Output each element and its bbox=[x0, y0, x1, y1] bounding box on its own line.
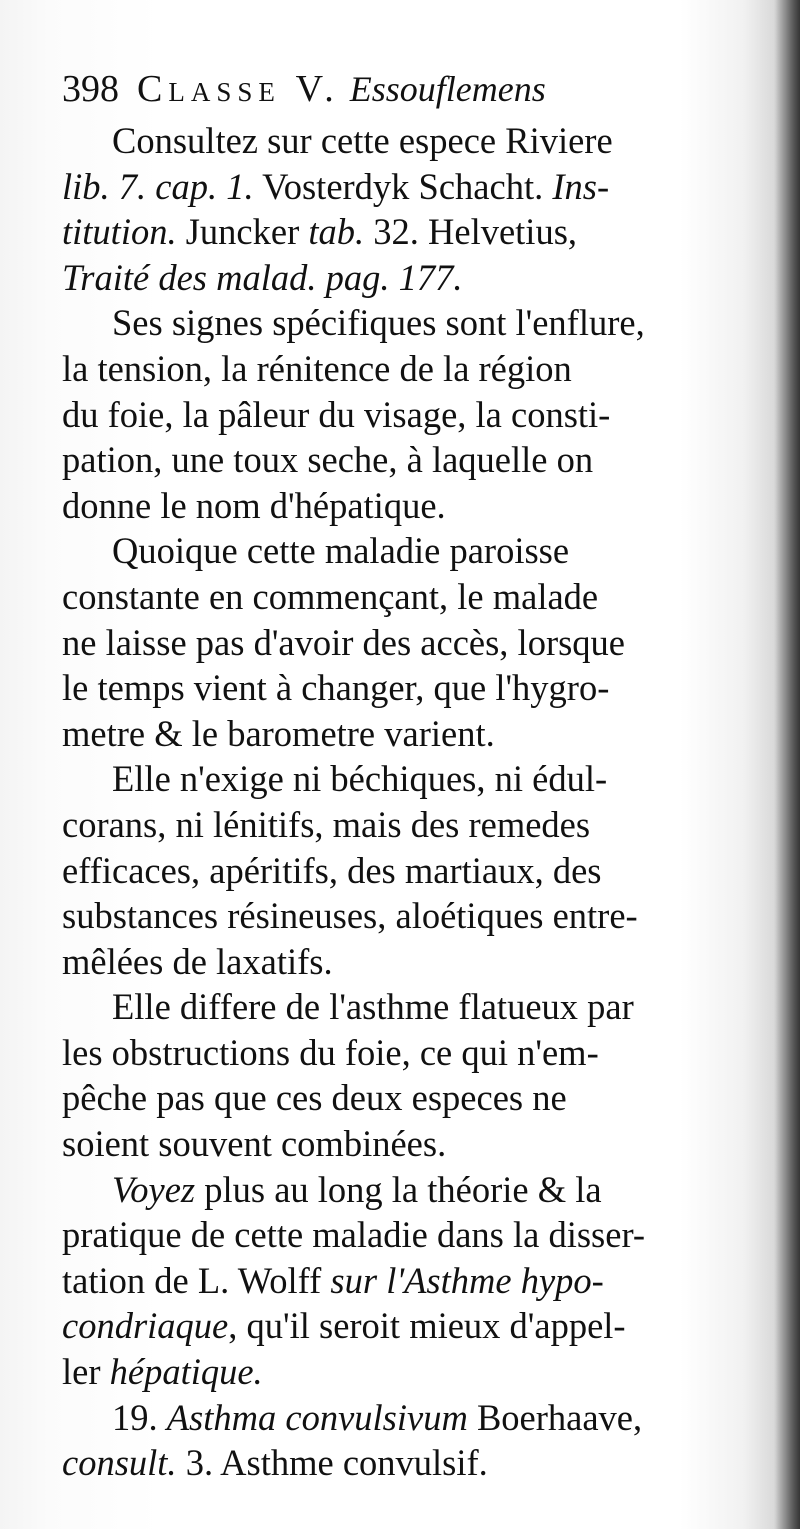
text-line bbox=[62, 164, 752, 210]
italic-text: sur l'Asthme hypo- bbox=[330, 1259, 604, 1301]
italic-text: lib. 7. cap. 1. bbox=[62, 165, 254, 207]
text-line bbox=[62, 346, 752, 392]
text-run: 32. Helvetius, bbox=[364, 211, 578, 253]
text-line bbox=[62, 300, 752, 346]
text-run: ler bbox=[62, 1351, 110, 1393]
text-run: Boerhaave, bbox=[467, 1396, 643, 1438]
text-run: efficaces, apéritifs, des martiaux, des bbox=[62, 849, 602, 891]
text-line bbox=[62, 209, 752, 255]
text-line bbox=[62, 756, 752, 802]
text-line bbox=[62, 255, 752, 301]
text-run: tation de L. Wolff bbox=[62, 1259, 331, 1301]
text-run: pêche pas que ces deux especes ne bbox=[62, 1077, 567, 1119]
text-run: corans, ni lénitifs, mais des remedes bbox=[62, 803, 591, 845]
text-line bbox=[62, 620, 752, 666]
text-line bbox=[62, 1440, 752, 1486]
italic-text: Ins- bbox=[552, 165, 610, 207]
text-line bbox=[62, 1395, 752, 1441]
text-run: la tension, la rénitence de la région bbox=[62, 347, 572, 389]
text-line bbox=[62, 665, 752, 711]
text-line bbox=[62, 1075, 752, 1121]
text-run: les obstructions du foie, ce qui n'em- bbox=[62, 1031, 599, 1073]
text-line bbox=[62, 893, 752, 939]
text-line bbox=[62, 574, 752, 620]
text-run: Quoique cette maladie paroisse bbox=[112, 530, 570, 572]
text-line bbox=[62, 802, 752, 848]
text-run: 19. bbox=[112, 1396, 167, 1438]
body-text bbox=[62, 118, 752, 1486]
text-line bbox=[62, 483, 752, 529]
text-line bbox=[62, 118, 752, 164]
text-line bbox=[62, 711, 752, 757]
text-line bbox=[62, 1349, 752, 1395]
italic-text: condriaque bbox=[62, 1305, 229, 1347]
text-line bbox=[62, 1121, 752, 1167]
text-run: pratique de cette maladie dans la disser- bbox=[62, 1214, 646, 1256]
text-run: donne le nom d'hépatique. bbox=[62, 484, 446, 526]
text-line bbox=[62, 939, 752, 985]
text-run: ne laisse pas d'avoir des accès, lorsque bbox=[62, 621, 626, 663]
italic-text: hépatique. bbox=[109, 1351, 263, 1393]
header-classe: Classe V. bbox=[137, 68, 340, 110]
text-run: le temps vient à changer, que l'hygro- bbox=[62, 667, 610, 709]
text-run: plus au long la théorie & la bbox=[195, 1168, 602, 1210]
running-header bbox=[62, 66, 662, 116]
text-run: Ses signes spécifiques sont l'enflure, bbox=[112, 302, 645, 344]
italic-text: titution. bbox=[62, 211, 177, 253]
text-run: , qu'il seroit mieux d'appel- bbox=[228, 1305, 626, 1347]
text-line bbox=[62, 528, 752, 574]
text-line bbox=[62, 984, 752, 1030]
text-run: substances résineuses, aloétiques entre- bbox=[62, 895, 638, 937]
text-line bbox=[62, 437, 752, 483]
text-line bbox=[62, 1030, 752, 1076]
text-run: Vosterdyk Schacht. bbox=[253, 165, 553, 207]
text-run: metre & le barometre varient. bbox=[62, 712, 495, 754]
text-line bbox=[62, 1167, 752, 1213]
text-run: Consultez sur cette espece Riviere bbox=[112, 120, 613, 161]
text-run: mêlées de laxatifs. bbox=[62, 940, 333, 982]
text-line bbox=[62, 848, 752, 894]
text-run: soient souvent combinées. bbox=[62, 1123, 447, 1165]
text-line bbox=[62, 392, 752, 438]
text-run: Elle differe de l'asthme flatueux par bbox=[112, 986, 634, 1028]
page-number: 398 bbox=[62, 68, 119, 110]
italic-text: consult. bbox=[62, 1442, 177, 1484]
text-run: constante en commençant, le malade bbox=[62, 575, 599, 617]
page-gutter-shadow bbox=[774, 0, 800, 1529]
text-line bbox=[62, 1258, 752, 1304]
text-run: 3. Asthme convulsif. bbox=[176, 1442, 488, 1484]
text-line bbox=[62, 1303, 752, 1349]
italic-text: Voyez bbox=[112, 1168, 196, 1210]
text-run: Juncker bbox=[176, 211, 309, 253]
italic-text: Traité des malad. pag. 177. bbox=[62, 256, 463, 298]
italic-text: Asthma convulsivum bbox=[166, 1396, 468, 1438]
text-run: du foie, la pâleur du visage, la consti- bbox=[62, 393, 611, 435]
text-line bbox=[62, 1212, 752, 1258]
header-title: Essouflemens bbox=[349, 69, 546, 109]
text-run: Elle n'exige ni béchiques, ni édul- bbox=[112, 758, 608, 800]
italic-text: tab. bbox=[308, 211, 365, 253]
text-run: pation, une toux seche, à laquelle on bbox=[62, 439, 594, 481]
